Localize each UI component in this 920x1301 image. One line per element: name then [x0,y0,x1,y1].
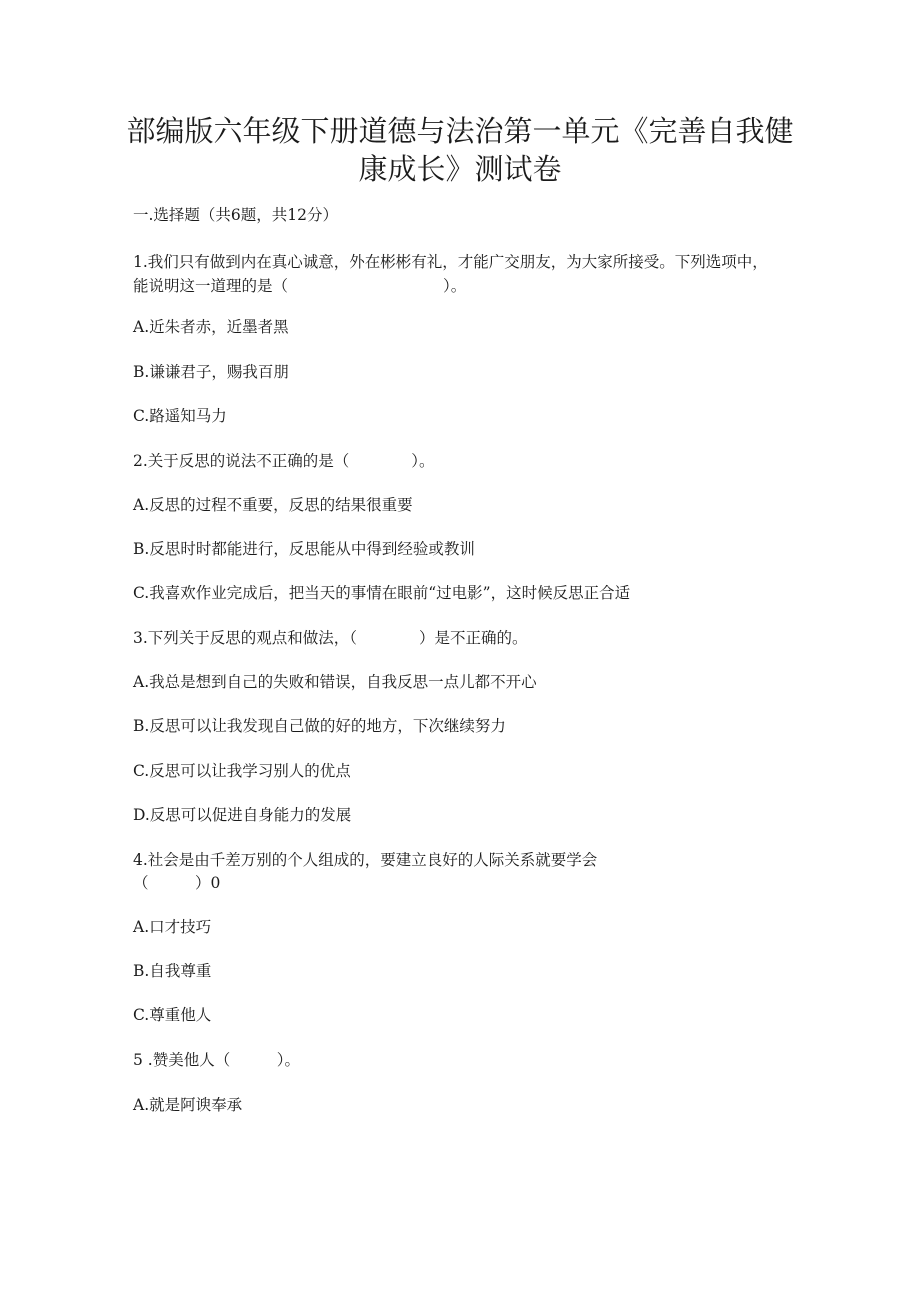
question-3-option-d: D.反思可以促进自身能力的发展 [133,806,352,824]
question-5-option-a: A.就是阿谀奉承 [133,1096,243,1114]
question-1-stem: 1.我们只有做到内在真心诚意，外在彬彬有礼，才能广交朋友，为大家所接受。下列选项中，能说明这一道理的是（ ）。 [133,253,768,295]
question-5-stem: 5 .赞美他人（ ）。 [133,1051,300,1069]
section-heading: 一.选择题（共6题，共12分） [133,206,339,224]
question-4-stem-line-2: （ ）0 [133,874,221,892]
question-1-option-c: C.路遥知马力 [133,407,227,425]
page-title: 部编版六年级下册道德与法治第一单元《完善自我健康成长》测试卷 [126,114,794,186]
question-2-stem: 2.关于反思的说法不正确的是（ ）。 [133,452,435,470]
question-1-option-b: B.谦谦君子，赐我百朋 [133,363,289,381]
question-4-option-c: C.尊重他人 [133,1006,212,1024]
question-3-option-b: B.反思可以让我发现自己做的好的地方，下次继续努力 [133,717,506,735]
question-3-option-c: C.反思可以让我学习别人的优点 [133,762,351,780]
question-2-option-a: A.反思的过程不重要，反思的结果很重要 [133,496,413,514]
question-4-option-b: B.自我尊重 [133,962,212,980]
question-4-stem-line-1: 4.社会是由千差万别的个人组成的，要建立良好的人际关系就要学会 [133,851,598,869]
question-1-option-a: A.近朱者赤，近墨者黑 [133,318,289,336]
question-2-option-b: B.反思时时都能进行，反思能从中得到经验或教训 [133,540,475,558]
question-3-option-a: A.我总是想到自己的失败和错误，自我反思一点儿都不开心 [133,673,537,691]
question-3-stem: 3.下列关于反思的观点和做法，（ ）是不正确的。 [133,629,528,647]
question-4-option-a: A.口才技巧 [133,918,212,936]
question-2-option-c: C.我喜欢作业完成后，把当天的事情在眼前“过电影”，这时候反思正合适 [133,584,631,602]
